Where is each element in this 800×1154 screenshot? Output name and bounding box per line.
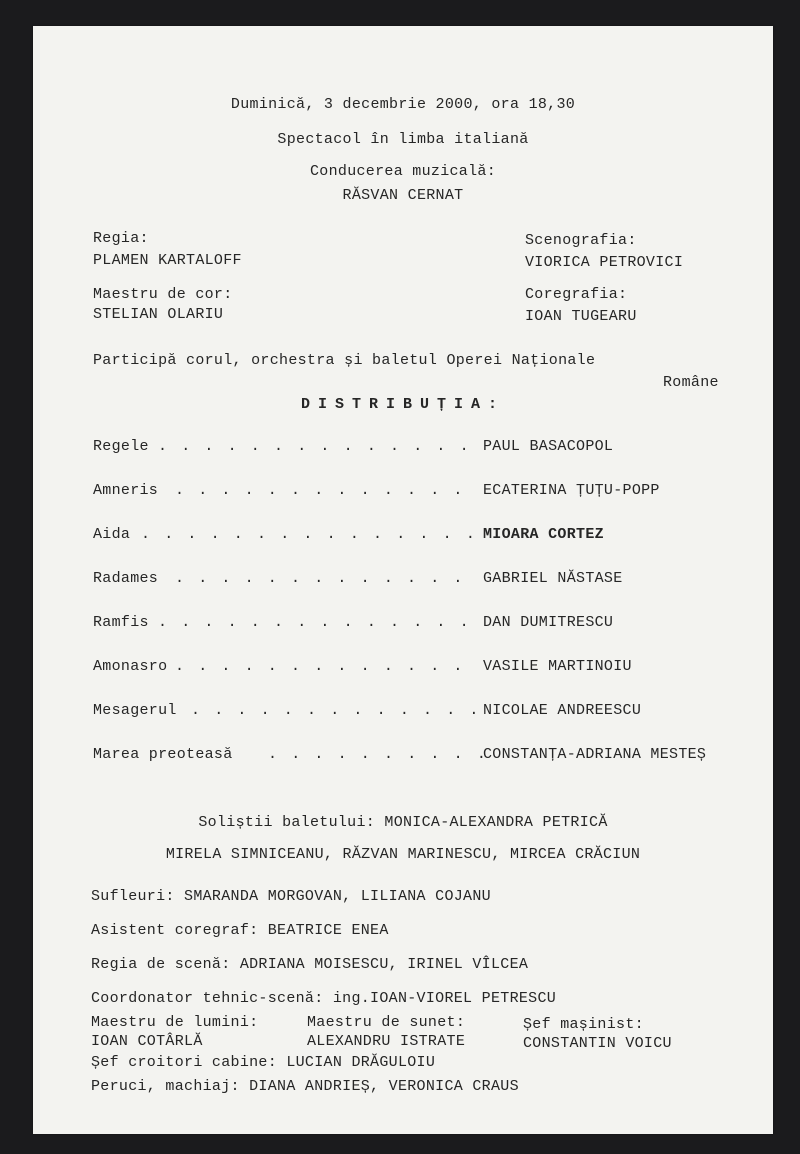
leader-dots: . . . . . . . . . . . . . — [191, 702, 482, 719]
makeup: Peruci, machiaj: DIANA ANDRIEȘ, VERONICA CRAUS — [91, 1078, 519, 1095]
leader-dots: . . . . . . . . . . . . . — [175, 482, 477, 499]
assistant-choreographer: Asistent coregraf: BEATRICE ENEA — [91, 922, 389, 939]
leader-dots: . . . . . . . . . . . . . — [175, 658, 477, 675]
cast-singer: PAUL BASACOPOL — [483, 438, 614, 455]
cast-singer: CONSTANȚA-ADRIANA MESTEȘ — [483, 746, 707, 763]
cast-role: Marea preoteasă — [93, 746, 233, 763]
cast-singer: ECATERINA ȚUȚU-POPP — [483, 482, 660, 499]
stage-direction: Regia de scenă: ADRIANA MOISESCU, IRINEL VÎLCEA — [91, 956, 529, 973]
cast-role: Ramfis — [93, 614, 149, 631]
date-line: Duminică, 3 decembrie 2000, ora 18,30 — [230, 96, 576, 113]
cast-role: Radames — [93, 570, 159, 587]
director-label: Regia: — [93, 230, 149, 247]
director: PLAMEN KARTALOFF — [93, 252, 242, 269]
cast-role: Regele — [93, 438, 149, 455]
lights-master: IOAN COTÂRLĂ — [91, 1033, 203, 1050]
sound-master: ALEXANDRU ISTRATE — [307, 1033, 466, 1050]
technical-coordinator: Coordonator tehnic-scenă: ing.IOAN-VIOREL PETRESCU — [91, 990, 557, 1007]
prompters: Sufleuri: SMARANDA MORGOVAN, LILIANA COJANU — [91, 888, 491, 905]
choreo-label: Coregrafia: — [525, 286, 628, 303]
ballet-soloists-line-1: Soliștii baletului: MONICA-ALEXANDRA PETRICĂ — [198, 814, 608, 831]
cast-role: Amonasro — [93, 658, 168, 675]
music-director: RĂSVAN CERNAT — [342, 187, 464, 204]
ballet-soloists-line-2: MIRELA SIMNICEANU, RĂZVAN MARINESCU, MIRCEA CRĂCIUN — [165, 846, 641, 863]
leader-dots: . . . . . . . . . . . . . . . — [141, 526, 478, 543]
leader-dots: . . . . . . . . . . . . . . — [158, 438, 472, 455]
set-label: Scenografia: — [525, 232, 637, 249]
cast-singer: NICOLAE ANDREESCU — [483, 702, 642, 719]
cast-singer: DAN DUMITRESCU — [483, 614, 614, 631]
sound-label: Maestru de sunet: — [307, 1014, 466, 1031]
participation-line-2: Române — [663, 374, 719, 391]
language-line: Spectacol în limba italiană — [277, 131, 529, 148]
cast-role: Aida — [93, 526, 131, 543]
costumes: Șef croitori cabine: LUCIAN DRĂGULOIU — [91, 1054, 436, 1071]
cast-role: Amneris — [93, 482, 159, 499]
leader-dots: . . . . . . . . . . . . . — [175, 570, 477, 587]
cast-singer: GABRIEL NĂSTASE — [483, 570, 623, 587]
machinist-label: Șef mașinist: — [523, 1016, 644, 1033]
cast-singer: VASILE MARTINOIU — [483, 658, 632, 675]
chorus-master: STELIAN OLARIU — [93, 306, 224, 323]
chorus-label: Maestru de cor: — [93, 286, 233, 303]
leader-dots: . . . . . . . . . . . . . . — [158, 614, 472, 631]
set-designer: VIORICA PETROVICI — [525, 254, 684, 271]
choreographer: IOAN TUGEARU — [525, 308, 637, 325]
music-direction-label: Conducerea muzicală: — [309, 163, 497, 180]
participation-line-1: Participă corul, orchestra și baletul Operei Naționale — [93, 352, 596, 369]
cast-role: Mesagerul — [93, 702, 177, 719]
cast-singer: MIOARA CORTEZ — [483, 526, 604, 543]
leader-dots: . . . . . . . . . . — [268, 746, 489, 763]
lights-label: Maestru de lumini: — [91, 1014, 259, 1031]
chief-machinist: CONSTANTIN VOICU — [523, 1035, 672, 1052]
cast-title: DISTRIBUȚIA: — [300, 396, 506, 413]
program-sheet — [33, 26, 773, 1134]
